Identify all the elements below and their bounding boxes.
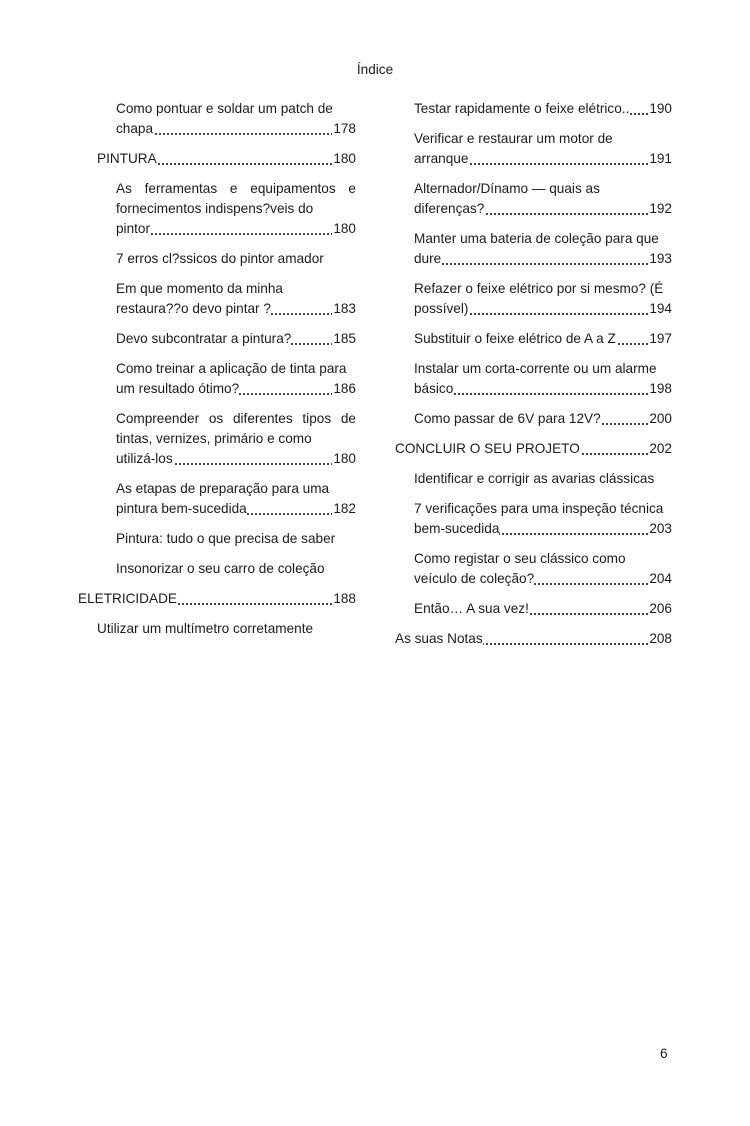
- toc-entry-title-end: Como passar de 6V para 12V?: [414, 411, 601, 426]
- toc-entry-page: 180: [332, 219, 356, 239]
- toc-entry-title-end: pintor: [116, 221, 151, 236]
- toc-entry[interactable]: [78, 359, 356, 399]
- toc-entry-page: 188: [332, 589, 356, 609]
- toc-entry-title: As ferramentas e equipamentos e fornecimentos indispens?veis do: [116, 181, 356, 216]
- toc-entry[interactable]: [78, 179, 356, 239]
- toc-entry-leader-line: [414, 379, 672, 399]
- toc-entry[interactable]: [78, 329, 356, 349]
- toc-entry[interactable]: [78, 589, 356, 609]
- toc-entry-leader-line: [414, 149, 672, 169]
- toc-entry[interactable]: [78, 149, 356, 169]
- toc-entry[interactable]: [395, 439, 672, 459]
- toc-entry-title-end: As suas Notas: [395, 631, 483, 646]
- toc-entry-page: 182: [332, 499, 356, 519]
- toc-entry-leader-line: [116, 379, 356, 399]
- toc-entry-leader-line: [414, 569, 672, 589]
- toc-entry[interactable]: [395, 599, 672, 619]
- toc-entry-page: 183: [332, 299, 356, 319]
- toc-entry-leader-line: [97, 149, 356, 169]
- toc-entry-leader-line: [414, 409, 672, 429]
- toc-entry-leader-line: [414, 299, 672, 319]
- toc-entry[interactable]: [395, 469, 672, 489]
- toc-entry-title: Como pontuar e soldar um patch de: [116, 101, 333, 116]
- toc-entry-page: 186: [332, 379, 356, 399]
- toc-entry-leader-line: [116, 449, 356, 469]
- toc-entry-page: 206: [648, 599, 672, 619]
- toc-entry[interactable]: [78, 559, 356, 579]
- toc-entry-leader-line: [414, 199, 672, 219]
- toc-entry-leader-line: [414, 99, 672, 119]
- toc-entry-leader-line: [116, 329, 356, 349]
- toc-entry-title-end: restaura??o devo pintar ?: [116, 301, 271, 316]
- page-header-title: Índice: [356, 62, 394, 77]
- toc-entry-page: 180: [332, 449, 356, 469]
- toc-entry-leader-line: [116, 299, 356, 319]
- toc-entry-leader-line: [116, 119, 356, 139]
- toc-entry[interactable]: [395, 629, 672, 649]
- toc-entry-title-end: dure: [414, 251, 442, 266]
- toc-entry-title-end: chapa: [116, 121, 154, 136]
- toc-entry[interactable]: [78, 99, 356, 139]
- toc-entry[interactable]: [395, 359, 672, 399]
- toc-entry-page: 192: [648, 199, 672, 219]
- toc-entry-page: 191: [648, 149, 672, 169]
- toc-entry-title: Compreender os diferentes tipos de tintas, vernizes, primário e como: [116, 411, 356, 446]
- toc-entry[interactable]: [395, 329, 672, 349]
- toc-entry-leader-line: [395, 629, 672, 649]
- toc-entry-title-end: básico: [414, 381, 454, 396]
- toc-entry-title: 7 verificações para uma inspeção técnica: [414, 501, 664, 516]
- toc-entry-leader-line: [414, 519, 672, 539]
- toc-entry[interactable]: [395, 99, 672, 119]
- toc-entry-title: Manter uma bateria de coleção para que: [414, 231, 659, 246]
- toc-entry-page: 204: [648, 569, 672, 589]
- dot-leader: [116, 233, 356, 235]
- toc-left-column: [78, 99, 356, 649]
- toc-entry[interactable]: [78, 279, 356, 319]
- toc-entry-page: 178: [332, 119, 356, 139]
- toc-entry[interactable]: [395, 279, 672, 319]
- toc-entry[interactable]: [78, 249, 356, 269]
- toc-entry-title-end: Devo subcontratar a pintura?: [116, 331, 292, 346]
- toc-entry-title: Identificar e corrigir as avarias clássicas: [414, 471, 655, 486]
- toc-entry-page: 197: [648, 329, 672, 349]
- toc-entry[interactable]: [78, 479, 356, 519]
- toc-entry-title: Instalar um corta-corrente ou um alarme: [414, 361, 657, 376]
- toc-entry-title: 7 erros cl?ssicos do pintor amador: [116, 251, 324, 266]
- toc-entry-leader-line: [78, 589, 356, 609]
- toc-entry-title-end: Substituir o feixe elétrico de A a Z: [414, 331, 616, 346]
- toc-entry[interactable]: [78, 619, 356, 639]
- toc-entry-title-end: veículo de coleção?: [414, 571, 535, 586]
- toc-entry-page: 198: [648, 379, 672, 399]
- toc-right-column: [395, 99, 672, 659]
- toc-entry-leader-line: [414, 329, 672, 349]
- toc-entry-page: 185: [332, 329, 356, 349]
- toc-entry-leader-line: [414, 249, 672, 269]
- toc-entry-title: Refazer o feixe elétrico por si mesmo? (É: [414, 281, 664, 296]
- toc-entry-title-end: possível): [414, 301, 469, 316]
- toc-entry-title-end: um resultado ótimo?: [116, 381, 240, 396]
- toc-entry-title-end: Testar rapidamente o feixe elétrico..: [414, 101, 630, 116]
- toc-entry-title-end: utilizá-los: [116, 451, 173, 466]
- toc-entry-page: 208: [648, 629, 672, 649]
- toc-entry-page: 203: [648, 519, 672, 539]
- toc-entry-page: 202: [648, 439, 672, 459]
- toc-entry-title: Em que momento da minha: [116, 281, 283, 296]
- page-number: 6: [660, 1046, 668, 1061]
- toc-entry-page: 190: [648, 99, 672, 119]
- toc-entry-page: 194: [648, 299, 672, 319]
- toc-entry[interactable]: [395, 409, 672, 429]
- dot-leader: [414, 263, 672, 265]
- toc-entry[interactable]: [78, 409, 356, 469]
- toc-entry-title: Insonorizar o seu carro de coleção: [116, 561, 325, 576]
- toc-entry-title-end: ELETRICIDADE: [78, 591, 177, 606]
- toc-entry-title: Como registar o seu clássico como: [414, 551, 626, 566]
- toc-entry-leader-line: [116, 499, 356, 519]
- toc-entry-leader-line: [414, 599, 672, 619]
- toc-entry-title-end: pintura bem-sucedida: [116, 501, 247, 516]
- toc-entry-page: 200: [648, 409, 672, 429]
- toc-entry-title: Verificar e restaurar um motor de: [414, 131, 613, 146]
- toc-entry-leader-line: [116, 219, 356, 239]
- toc-entry-title-end: PINTURA: [97, 151, 157, 166]
- toc-entry-title: Pintura: tudo o que precisa de saber: [116, 531, 336, 546]
- toc-entry-page: 193: [648, 249, 672, 269]
- toc-entry-title-end: arranque: [414, 151, 469, 166]
- toc-entry-title-end: Então… A sua vez!: [414, 601, 529, 616]
- toc-entry-title-end: bem-sucedida: [414, 521, 500, 536]
- toc-entry-leader-line: [395, 439, 672, 459]
- toc-entry[interactable]: [395, 229, 672, 269]
- toc-entry[interactable]: [395, 549, 672, 589]
- toc-entry-title-end: CONCLUIR O SEU PROJETO: [395, 441, 580, 456]
- toc-entry[interactable]: [78, 529, 356, 549]
- toc-entry-title-end: diferenças?: [414, 201, 485, 216]
- toc-entry[interactable]: [395, 129, 672, 169]
- toc-entry-title: Como treinar a aplicação de tinta para: [116, 361, 347, 376]
- toc-entry[interactable]: [395, 499, 672, 539]
- toc-entry-title: Alternador/Dínamo — quais as: [414, 181, 600, 196]
- toc-entry-title: As etapas de preparação para uma: [116, 481, 330, 496]
- toc-entry-page: 180: [332, 149, 356, 169]
- toc-entry-title: Utilizar um multímetro corretamente: [97, 621, 314, 636]
- toc-entry[interactable]: [395, 179, 672, 219]
